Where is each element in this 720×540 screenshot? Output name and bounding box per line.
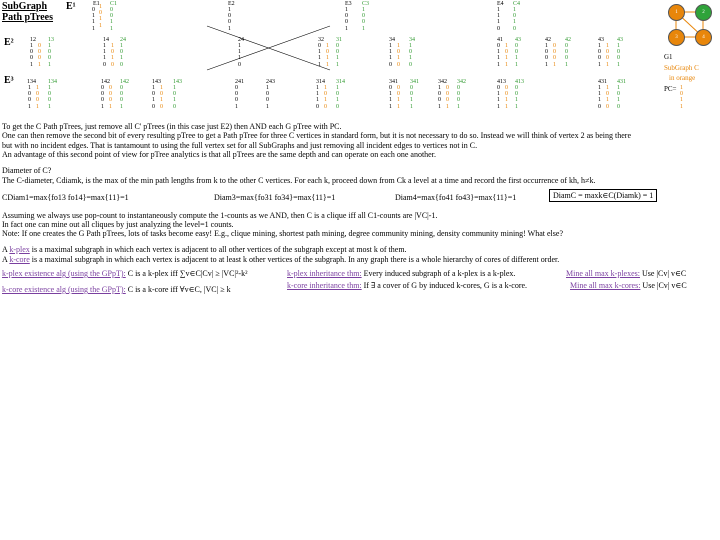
label-314b: 314 [336, 79, 345, 85]
assume-line2: In fact one can mine out all cliques by just analyzing the level=1 counts. [2, 220, 234, 229]
graph-caption-pc: PC= [664, 85, 677, 93]
kcore-term: k-core [9, 255, 30, 264]
kcore-alg-title: k-core existence alg (using the GPpT): [2, 285, 126, 294]
label-342b: 342 [457, 79, 466, 85]
column-c3: 1 0 0 1 [362, 7, 365, 32]
column-31: 0 0 1 1 [336, 43, 339, 68]
column-142-orange: 0 0 0 1 [109, 85, 112, 110]
label-142: 142 [101, 79, 110, 85]
kplex-mine-title: Mine all max k-plexes: [566, 269, 640, 278]
column-32-orange: 1 0 1 1 [326, 43, 329, 68]
column-431: 1 1 1 0 [598, 85, 601, 110]
label-134: 134 [27, 79, 36, 85]
label-e4: E4 [497, 1, 504, 7]
column-241: 0 0 0 1 [235, 85, 238, 110]
kcore-def [2, 255, 559, 264]
column-41-orange: 1 0 1 1 [505, 43, 508, 68]
kcore-inh-rest: If ∃ a cover of G by induced k-cores, G is a k-core. [361, 281, 528, 290]
column-12-orange: 0 0 0 1 [38, 43, 41, 68]
kcore-rest: is a maximal subgraph in which each vertex is adjacent to at least k other vertices of the subgraph. In any graph there is a whole hierarchy of cores of different order. [29, 255, 560, 264]
diameter-question: Diameter of C? [2, 166, 52, 175]
column-e1-black: 0 1 1 1 [92, 7, 95, 32]
kplex-def [2, 245, 407, 254]
column-134-orange: 1 0 0 1 [36, 85, 39, 110]
column-e2: 1 0 0 1 [228, 7, 231, 32]
column-24: 1 1 1 0 [238, 43, 241, 68]
kcore-alg [2, 285, 231, 294]
label-13: 13 [48, 37, 54, 43]
label-14: 14 [103, 37, 109, 43]
column-34-orange: 1 0 1 0 [397, 43, 400, 68]
kcore-mine-title: Mine all max k-cores: [570, 281, 641, 290]
diam-c3: Diam3=max{fo31 fo34}=max{11}=1 [214, 193, 336, 202]
label-41: 41 [497, 37, 503, 43]
column-314-green: 1 0 1 0 [336, 85, 339, 110]
row-label-e2: E² [4, 37, 14, 48]
column-431-green: 1 0 1 0 [617, 85, 620, 110]
para1-line2: One can then remove the second bit of every resulting pTree to get a Path pTree for three C vertices in standard form, but it is not necessary to do so. Instead we will think of vertex 2 as being there [2, 131, 632, 140]
column-341: 0 1 1 1 [389, 85, 392, 110]
kplex-rest: is a maximal subgraph in which each vertex is adjacent to all other vertices of the subgraph except at most k of them. [29, 245, 407, 254]
column-413-green: 0 0 1 1 [515, 85, 518, 110]
label-431: 431 [598, 79, 607, 85]
kcore-mine [570, 281, 687, 290]
column-314-orange: 1 0 1 0 [324, 85, 327, 110]
column-e3-black: 1 0 0 1 [345, 7, 348, 32]
column-134-green: 1 0 0 1 [48, 85, 51, 110]
title-line1: SubGraph [2, 1, 48, 12]
kplex-a: A [2, 245, 10, 254]
kplex-mine-rest: Use |Cv| v∈C [639, 269, 687, 278]
row-label-e1: E¹ [66, 1, 76, 12]
label-413b: 413 [515, 79, 524, 85]
graph-node-1: 1 [668, 4, 685, 21]
label-341b: 341 [410, 79, 419, 85]
column-34: 1 1 1 0 [389, 43, 392, 68]
column-43b-orange: 1 0 0 1 [606, 43, 609, 68]
kplex-inh-title: k-plex inheritance thm: [287, 269, 362, 278]
label-413: 413 [497, 79, 506, 85]
column-14: 1 1 1 0 [103, 43, 106, 68]
kplex-inh-rest: Every induced subgraph of a k-plex is a k-plex. [361, 269, 516, 278]
title-line2: Path pTrees [2, 12, 54, 23]
column-12: 1 0 0 1 [30, 43, 33, 68]
column-e1-orange: 1 0 1 1 [99, 4, 102, 29]
label-342: 342 [438, 79, 447, 85]
column-143-orange: 1 0 1 0 [160, 85, 163, 110]
label-34: 34 [389, 37, 395, 43]
kcore-mine-rest: Use |Cv| v∈C [640, 281, 687, 290]
column-143: 1 0 1 0 [152, 85, 155, 110]
label-24b: 24 [238, 37, 244, 43]
label-43c: 43 [617, 37, 623, 43]
note-line: Note: If one creates the G Path pTrees, lots of tasks become easy! E.g., clique mining, shortest path mining, degree community mining, density community mining! What else? [2, 229, 563, 238]
label-e3: E3 [345, 1, 352, 7]
label-31: 31 [336, 37, 342, 43]
column-32: 0 1 1 1 [318, 43, 321, 68]
label-341: 341 [389, 79, 398, 85]
column-24-green: 1 0 1 0 [120, 43, 123, 68]
column-413: 0 1 1 1 [497, 85, 500, 110]
column-342: 1 0 0 1 [438, 85, 441, 110]
column-41: 0 1 1 1 [497, 43, 500, 68]
para1-line4: An advantage of this second point of view for pTree analytics is that all pTrees are the same depth and can operate on each one another. [2, 150, 436, 159]
column-c4: 1 0 1 0 [513, 7, 516, 32]
kcore-alg-rest: C is a k-core iff ∀v∈C, |VC| ≥ k [125, 285, 231, 294]
column-14-orange: 1 0 1 0 [111, 43, 114, 68]
column-341-green: 0 0 1 1 [410, 85, 413, 110]
label-34b: 34 [409, 37, 415, 43]
label-e2: E2 [228, 1, 235, 7]
column-134: 1 0 0 1 [28, 85, 31, 110]
label-314: 314 [316, 79, 325, 85]
kplex-term: k-plex [9, 245, 30, 254]
label-431b: 431 [617, 79, 626, 85]
label-42b: 42 [565, 37, 571, 43]
column-341-orange: 0 0 1 1 [397, 85, 400, 110]
graph-caption-orange: in orange [669, 74, 696, 82]
assume-line1: Assuming we always use pop-count to instantaneously compute the 1-counts as we AND, then C is a clique iff all C1-counts are |VC|-1. [2, 211, 438, 220]
column-431-orange: 1 0 1 0 [606, 85, 609, 110]
label-134b: 134 [48, 79, 57, 85]
label-12: 12 [30, 37, 36, 43]
label-143: 143 [152, 79, 161, 85]
diameter-definition: The C-diameter, Cdiamk, is the max of the min path lengths from k to the other C vertices. For each k, proceed down from Ck a level at a time and record the first occurrence of kh, h≠k. [2, 176, 596, 185]
graph-caption-subgraph: SubGraph C [664, 64, 699, 72]
column-43: 0 0 1 1 [515, 43, 518, 68]
diam-c1: CDiam1=max{fo13 fo14}=max{11}=1 [2, 193, 129, 202]
column-e4-black: 1 1 1 0 [497, 7, 500, 32]
label-43: 43 [515, 37, 521, 43]
label-e1: E1 [93, 1, 100, 7]
column-314: 1 1 1 0 [316, 85, 319, 110]
kplex-alg-title: k-plex existence alg (using the GPpT): [2, 269, 126, 278]
label-c1: C1 [110, 1, 118, 7]
label-42: 42 [545, 37, 551, 43]
row-label-e3: E³ [4, 75, 14, 86]
kplex-inh [287, 269, 515, 278]
column-13: 1 0 0 1 [48, 43, 51, 68]
label-243: 243 [266, 79, 275, 85]
column-243: 1 0 0 1 [266, 85, 269, 110]
diam-c4: Diam4=max{fo41 fo43}=max{11}=1 [395, 193, 517, 202]
diam-box: DiamC = maxk∈C(Diamk) = 1 [549, 189, 657, 202]
column-342-orange: 0 0 0 1 [446, 85, 449, 110]
label-241: 241 [235, 79, 244, 85]
column-43c-green: 1 0 0 1 [617, 43, 620, 68]
label-24: 24 [120, 37, 126, 43]
label-142b: 142 [120, 79, 129, 85]
column-143-green: 1 0 1 0 [173, 85, 176, 110]
para1-line3: but with no incident edges. That is tantamount to using the full vertex set for all SubGraphs and just removing all incident edges to vertices not in C. [2, 141, 478, 150]
column-43b: 1 0 0 1 [598, 43, 601, 68]
label-43b: 43 [598, 37, 604, 43]
column-34-green: 1 0 1 0 [409, 43, 412, 68]
label-143b: 143 [173, 79, 182, 85]
column-413-orange: 0 0 1 1 [505, 85, 508, 110]
kplex-alg [2, 269, 247, 278]
kplex-alg-rest: C is a k-plex iff ∑v∈C|Cv| ≥ |VC|²-k² [125, 269, 248, 278]
graph-caption-g1: G1 [664, 53, 673, 61]
column-142: 0 0 0 1 [101, 85, 104, 110]
column-42-orange: 0 0 0 1 [553, 43, 556, 68]
column-42-green: 0 0 0 1 [565, 43, 568, 68]
para1-line1: To get the C Path pTrees, just remove all C' pTrees (in this case just E2) then AND each G pTree with PC. [2, 122, 342, 131]
column-142-green: 0 0 0 1 [120, 85, 123, 110]
column-42: 1 0 0 1 [545, 43, 548, 68]
column-pc: 1 0 1 1 [680, 85, 683, 110]
column-c1: 0 0 1 1 [110, 7, 113, 32]
column-342-green: 0 0 0 1 [457, 85, 460, 110]
label-c4: C4 [513, 1, 521, 7]
kcore-inh-title: k-core inheritance thm: [287, 281, 362, 290]
kplex-mine [566, 269, 686, 278]
graph-node-2: 2 [695, 4, 712, 21]
graph-node-4: 4 [695, 29, 712, 46]
kcore-a: A [2, 255, 10, 264]
label-c3: C3 [362, 1, 370, 7]
label-32: 32 [318, 37, 324, 43]
graph-node-3: 3 [668, 29, 685, 46]
kcore-inh [287, 281, 527, 290]
